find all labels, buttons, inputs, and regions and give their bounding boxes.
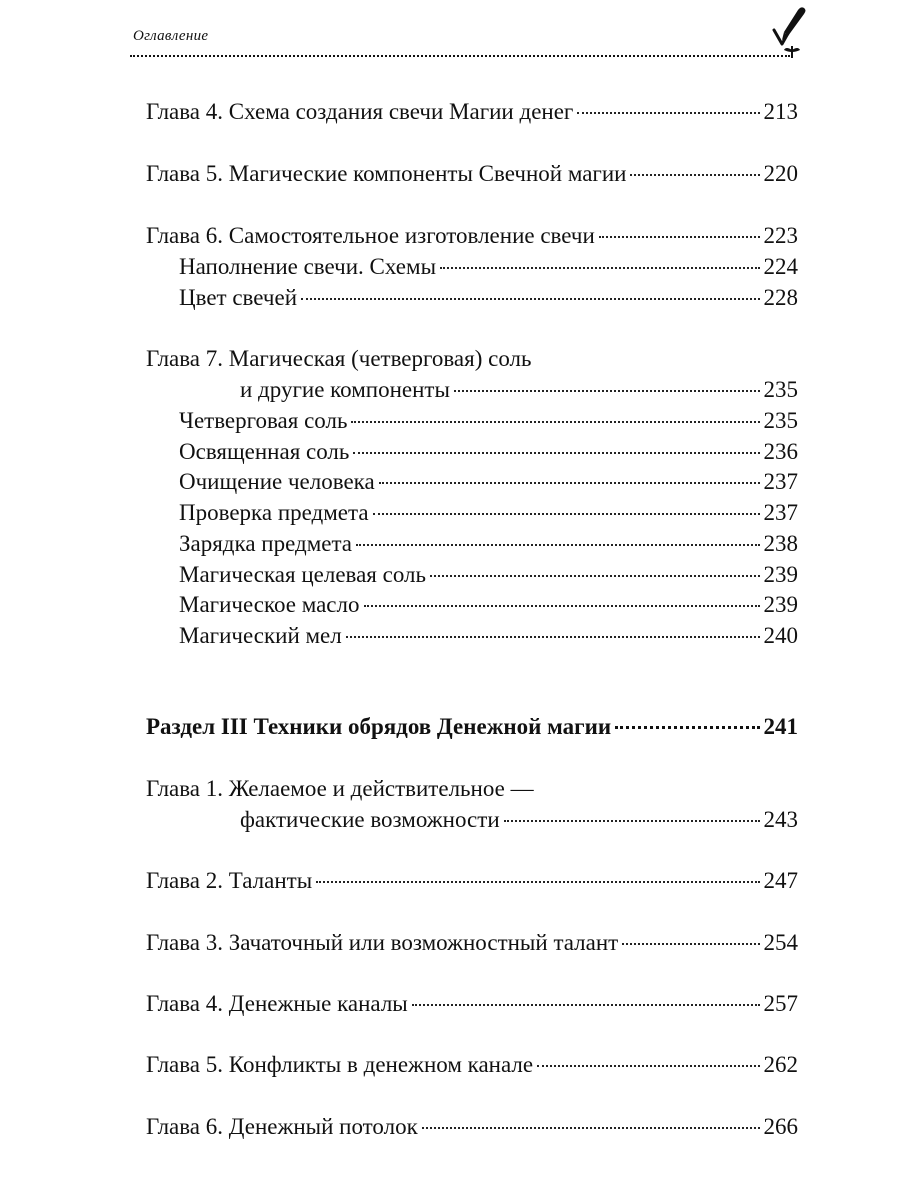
toc-entry-title: Глава 6. Самостоятельное изготовление свечи — [146, 223, 595, 248]
toc-section-title: Раздел III Техники обрядов Денежной магии — [146, 714, 612, 739]
toc-entry-title: Цвет свечей — [179, 285, 297, 310]
toc-entry-page: 237 — [763, 469, 798, 494]
toc-entry-title: Глава 2. Таланты — [146, 868, 313, 893]
dot-leader — [430, 575, 760, 577]
toc-entry-page: 213 — [763, 99, 798, 124]
toc-entry[interactable] — [146, 928, 798, 958]
toc-entry-title-line: Глава 1. Желаемое и действительное — — [146, 776, 534, 801]
toc-entry-title: Проверка предмета — [179, 500, 369, 525]
dot-leader — [301, 298, 760, 300]
dot-leader — [364, 605, 760, 607]
toc-entry-page: 254 — [763, 930, 798, 955]
toc-entry[interactable] — [146, 97, 798, 127]
running-head-title: Оглавление — [133, 28, 209, 44]
toc-subentry[interactable] — [179, 252, 798, 282]
toc-entry-page: 235 — [763, 377, 798, 402]
toc-entry-title: Глава 5. Конфликты в денежном канале — [146, 1052, 534, 1077]
toc-entry-page: 239 — [763, 592, 798, 617]
toc-subentry[interactable] — [179, 621, 798, 651]
quill-pen-icon — [766, 6, 810, 58]
dot-leader — [577, 112, 759, 114]
toc-entry-page: 235 — [763, 408, 798, 433]
toc-subentry[interactable] — [179, 529, 798, 559]
toc-entry[interactable] — [146, 159, 798, 189]
toc-entry-page: 257 — [763, 991, 798, 1016]
toc-entry[interactable] — [146, 1112, 798, 1142]
toc-subentry[interactable] — [179, 590, 798, 620]
toc-entry-title: Освященная соль — [179, 439, 350, 464]
toc-entry-title: Глава 4. Схема создания свечи Магии денег — [146, 99, 574, 124]
toc-entry-title: Очищение человека — [179, 469, 375, 494]
toc-section-page: 241 — [763, 714, 798, 739]
toc-subentry[interactable] — [179, 283, 798, 313]
toc-entry-title: Зарядка предмета — [179, 531, 353, 556]
toc-entry-page: 239 — [763, 562, 798, 587]
toc-subentry[interactable] — [179, 406, 798, 436]
toc-entry-page: 236 — [763, 439, 798, 464]
toc-entry[interactable] — [146, 221, 798, 251]
toc-entry-page: 228 — [763, 285, 798, 310]
dot-leader — [316, 881, 759, 883]
dot-leader — [454, 390, 760, 392]
toc-entry-title: Четверговая соль — [179, 408, 348, 433]
dot-leader — [412, 1004, 760, 1006]
toc-entry-page: 220 — [763, 161, 798, 186]
toc-entry-title: Магическое масло — [179, 592, 360, 617]
toc-entry-title-line: Глава 7. Магическая (четверговая) соль — [146, 346, 532, 371]
toc-entry[interactable] — [240, 805, 798, 835]
toc-entry-page: 266 — [763, 1114, 798, 1139]
toc-entry-title: Глава 5. Магические компоненты Свечной магии — [146, 161, 627, 186]
toc-entry-title: Глава 4. Денежные каналы — [146, 991, 408, 1016]
toc-entry-title: Магическая целевая соль — [179, 562, 426, 587]
dot-leader — [353, 452, 759, 454]
toc-entry-page: 238 — [763, 531, 798, 556]
dot-leader — [373, 513, 760, 515]
dot-leader — [422, 1127, 760, 1129]
dot-leader — [599, 236, 760, 238]
toc-entry-title: Глава 6. Денежный потолок — [146, 1114, 418, 1139]
toc-section-entry[interactable] — [146, 712, 798, 742]
dot-leader — [537, 1065, 759, 1067]
toc-entry[interactable] — [146, 1050, 798, 1080]
toc-entry[interactable] — [146, 989, 798, 1019]
toc-entry-title: Наполнение свечи. Схемы — [179, 254, 437, 279]
dot-leader — [351, 421, 759, 423]
toc-entry-page: 243 — [763, 807, 798, 832]
dot-leader — [440, 267, 759, 269]
running-head — [130, 24, 802, 58]
toc-entry[interactable] — [240, 375, 798, 405]
toc-entry-title: и другие компоненты — [240, 377, 450, 402]
toc-subentry[interactable] — [179, 560, 798, 590]
dot-leader — [379, 482, 760, 484]
dot-leader — [622, 943, 759, 945]
toc-subentry[interactable] — [179, 498, 798, 528]
toc-entry-page: 223 — [763, 223, 798, 248]
toc-entry-page: 240 — [763, 623, 798, 648]
toc-entry-title: фактические возможности — [240, 807, 500, 832]
running-head-dotted-rule — [130, 55, 790, 57]
toc-entry-page: 247 — [763, 868, 798, 893]
toc-entry-title: Глава 3. Зачаточный или возможностный талант — [146, 930, 619, 955]
toc-entry[interactable] — [146, 866, 798, 896]
dot-leader — [346, 636, 760, 638]
toc-subentry[interactable] — [179, 437, 798, 467]
toc-subentry[interactable] — [179, 467, 798, 497]
toc-entry-page: 237 — [763, 500, 798, 525]
dot-leader — [356, 544, 759, 546]
dot-leader — [615, 726, 759, 729]
toc-entry-page: 262 — [763, 1052, 798, 1077]
toc-entry-title: Магический мел — [179, 623, 342, 648]
dot-leader — [504, 820, 760, 822]
toc-entry-page: 224 — [763, 254, 798, 279]
dot-leader — [630, 174, 759, 176]
